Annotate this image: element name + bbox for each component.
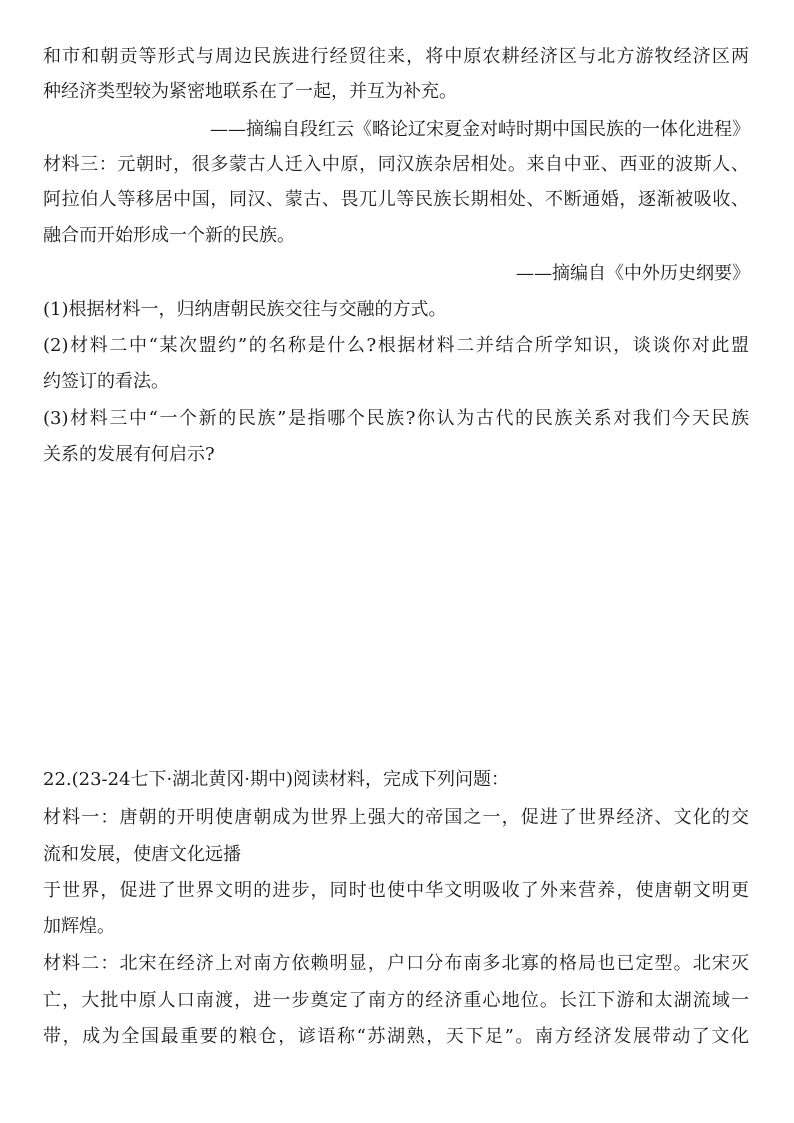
material3-line-1: 材料三：元朝时，很多蒙古人迁入中原，同汉族杂居相处。来自中亚、西亚的波斯人、: [43, 154, 749, 175]
question-22-title: 22.(23-24七下·湖北黄冈·期中)阅读材料，完成下列问题：: [43, 769, 510, 790]
material2-continuation-line-2: 种经济类型较为紧密地联系在了一起，并互为补充。: [43, 81, 457, 102]
question-2-line-1: (2)材料二中“某次盟约”的名称是什么?根据材料二并结合所学知识，谈谈你对此盟: [43, 335, 749, 356]
question-3-line-1: (3)材料三中“一个新的民族”是指哪个民族?你认为古代的民族关系对我们今天民族: [43, 408, 749, 429]
q22-material2-line-3: 带，成为全国最重要的粮仓，谚语称“苏湖熟，天下足”。南方经济发展带动了文化: [43, 1026, 749, 1047]
q22-material1-line-4: 加辉煌。: [43, 916, 115, 937]
question-2-line-2: 约签订的看法。: [43, 371, 169, 392]
q22-material1-line-3: 于世界，促进了世界文明的进步，同时也使中华文明吸收了外来营养，使唐朝文明更: [43, 880, 749, 901]
material3-line-2: 阿拉伯人等移居中国，同汉、蒙古、畏兀儿等民族长期相处、不断通婚，逐渐被吸收、: [43, 189, 749, 210]
q22-material2-line-1: 材料二：北宋在经济上对南方依赖明显，户口分布南多北寡的格局也已定型。北宋灭: [43, 953, 749, 974]
question-3-line-2: 关系的发展有何启示?: [43, 444, 215, 465]
material3-source: ——摘编自《中外历史纲要》: [516, 263, 750, 284]
material2-source: ——摘编自段红云《略论辽宋夏金对峙时期中国民族的一体化进程》: [210, 119, 750, 140]
q22-material2-line-2: 亡，大批中原人口南渡，进一步奠定了南方的经济重心地位。长江下游和太湖流域一: [43, 990, 749, 1011]
question-1: (1)根据材料一，归纳唐朝民族交往与交融的方式。: [43, 299, 447, 320]
q22-material1-line-1: 材料一：唐朝的开明使唐朝成为世界上强大的帝国之一，促进了世界经济、文化的交: [43, 807, 749, 828]
q22-material1-line-2: 流和发展，使唐文化远播: [43, 844, 241, 865]
material3-line-3: 融合而开始形成一个新的民族。: [43, 225, 295, 246]
material2-continuation-line-1: 和市和朝贡等形式与周边民族进行经贸往来，将中原农耕经济区与北方游牧经济区两: [43, 46, 749, 67]
